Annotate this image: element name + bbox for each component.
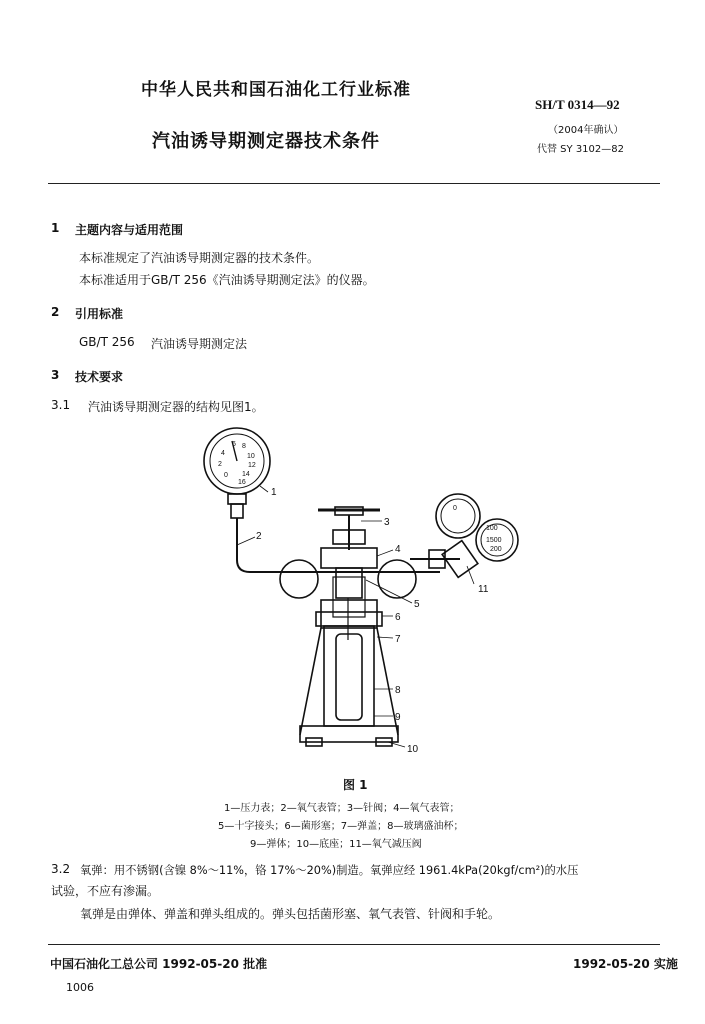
bomb-body-9	[324, 626, 374, 726]
reg-mark-0: 0	[453, 505, 457, 512]
callout-6: 6	[395, 612, 401, 623]
callout-4: 4	[395, 544, 401, 555]
callout-11: 11	[478, 584, 489, 595]
bomb-lid-6	[321, 600, 377, 628]
section-3-number: 3	[51, 368, 60, 382]
gauge-mark-0: 0	[224, 472, 228, 479]
section-1-number: 1	[51, 221, 60, 235]
section-2-number: 2	[51, 305, 60, 319]
page-number: 1006	[66, 981, 94, 994]
clause-3-1-number: 3.1	[51, 398, 71, 412]
clause-3-2-line-1: 氧弹：用不锈钢(含镍 8%～11%，铬 17%～20%)制造。氧弹应经 1961.4kPa(20kgf/cm²)的水压	[80, 864, 579, 877]
callout-5: 5	[414, 599, 420, 610]
clause-3-2-line-3: 氧弹是由弹体、弹盖和弹头组成的。弹头包括菌形塞、氧气表管、针阀和手轮。	[80, 907, 501, 921]
gauge-mark-16: 16	[238, 479, 246, 486]
base-10	[300, 726, 398, 742]
glass-cup-8	[336, 634, 362, 720]
implementation-date: 1992-05-20 实施	[573, 957, 678, 971]
gauge-mark-14: 14	[242, 471, 250, 478]
callout-10: 10	[407, 744, 419, 755]
gauge-mark-10: 10	[247, 453, 255, 460]
approval-line: 中国石油化工总公司 1992-05-20 批准	[50, 957, 268, 971]
section-1-title: 主题内容与适用范围	[75, 223, 184, 237]
clause-3-2-number: 3.2	[51, 862, 71, 876]
issuing-authority: 中华人民共和国石油化工行业标准	[141, 80, 411, 100]
gauge-mark-2: 2	[218, 461, 222, 468]
figure-caption-line-3: 9—弹体；10—底座；11—氧气减压阀	[250, 839, 422, 850]
clause-3-2-line-2: 试验，不应有渗漏。	[51, 884, 160, 898]
reg-mark-200: 200	[490, 546, 502, 553]
footer-rule	[48, 944, 660, 945]
figure-caption-line-1: 1—压力表；2—氧气表管；3—针阀；4—氧气表管；	[224, 803, 460, 814]
callout-3: 3	[384, 517, 390, 528]
callout-2: 2	[256, 531, 262, 542]
callout-7: 7	[395, 634, 401, 645]
coil-left	[280, 560, 318, 598]
reference-code: GB/T 256	[79, 335, 135, 349]
section-1-paragraph-2: 本标准适用于GB/T 256《汽油诱导期测定法》的仪器。	[79, 273, 375, 287]
callout-1: 1	[271, 487, 277, 498]
reference-name: 汽油诱导期测定法	[151, 337, 248, 351]
callout-9: 9	[395, 712, 401, 723]
figure-label: 图 1	[343, 778, 368, 792]
confirmation-year: （2004年确认）	[548, 125, 624, 136]
figure-caption-line-2: 5—十字接头；6—菌形塞；7—弹盖；8—玻璃盛油杯；	[218, 821, 464, 832]
callout-8: 8	[395, 685, 401, 696]
gauge-mark-8: 8	[242, 443, 246, 450]
gauge-mark-6: 6	[232, 441, 236, 448]
section-2-title: 引用标准	[75, 307, 124, 321]
section-3-title: 技术要求	[75, 370, 124, 384]
gauge-mark-4: 4	[221, 450, 225, 457]
clause-3-1-text: 汽油诱导期测定器的结构见图1。	[88, 400, 264, 414]
replaces-standard: 代替 SY 3102—82	[537, 144, 624, 155]
reg-mark-100: 100	[486, 525, 498, 532]
gauge-mark-12: 12	[248, 462, 256, 469]
reg-mark-1500: 1500	[486, 537, 502, 544]
standard-number: SH/T 0314—92	[535, 97, 620, 112]
regulator-gauge-left	[436, 494, 480, 538]
cross-joint-4	[321, 548, 377, 568]
document-title: 汽油诱导期测定器技术条件	[152, 131, 380, 152]
section-1-paragraph-1: 本标准规定了汽油诱导期测定器的技术条件。	[79, 251, 320, 265]
coil-right	[378, 560, 416, 598]
